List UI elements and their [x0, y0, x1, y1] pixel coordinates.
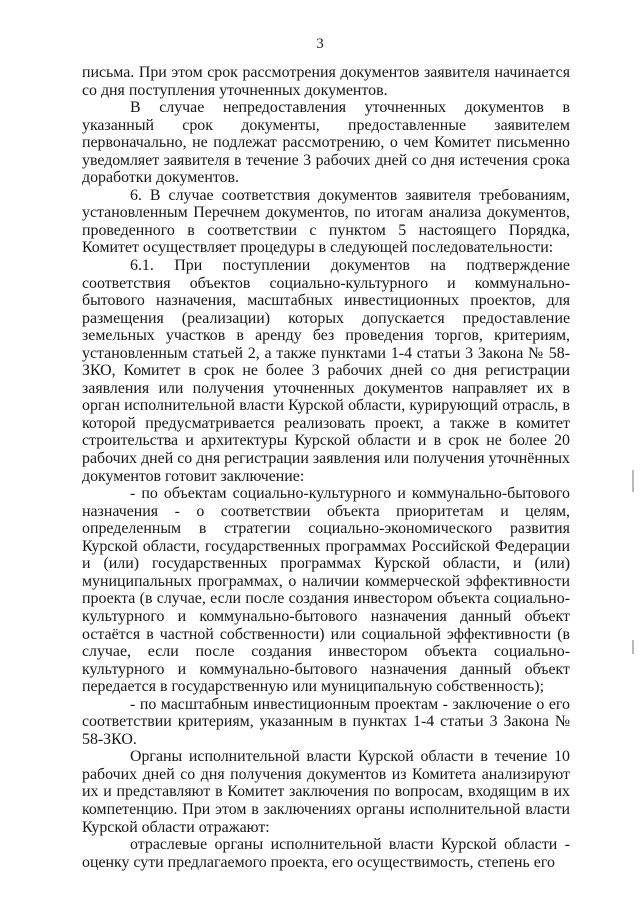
paragraph-social-objects: - по объектам социально-культурного и коммунально-бытового назначения - о соответствии объекта приоритетам и целям, определенным в стратегии социально-экономического развития Курской области, государственных программах Российской Федерации и (или) государственных программах Курской области, и (или) муниципальных программах, о наличии коммерческой эффективности проекта (в случае, если после создания инвестором объекта социально-культурного и коммунально-бытового назначения данный объект остаётся в частной собственности) или социальной эффективности (в случае, если после создания инвестором объекта социально-культурного и коммунально-бытового назначения данный объект передается в государственную или муниципальную собственность); — [82, 485, 570, 696]
page-number: 3 — [316, 36, 324, 52]
paragraph-continuation: письма. При этом срок рассмотрения документов заявителя начинается со дня поступления уточненных документов. — [82, 64, 570, 99]
paragraph-non-submission: В случае непредоставления уточненных документов в указанный срок документы, предоставленные заявителем первоначально, не подлежат рассмотрению, о чем Комитет письменно уведомляет заявителя в течение 3 рабочих дней со дня истечения срока доработки документов. — [82, 99, 570, 187]
paragraph-item-6-1: 6.1. При поступлении документов на подтверждение соответствия объектов социально-культурного и коммунально-бытового назначения, масштабных инвестиционных проектов, для размещения (реализации) которых допускается предоставление земельных участков в аренду без проведения торгов, критериям, установленным статьей 2, а также пунктами 1-4 статьи 3 Закона № 58-ЗКО, Комитет в срок не более 3 рабочих дней со дня регистрации заявления или получения уточненных документов направляет их в орган исполнительной власти Курской области, курирующий отрасль, в которой предусматривается реализовать проект, а также в комитет строительства и архитектуры Курской области и в срок не более 20 рабочих дней со дня регистрации заявления или получения уточнённых документов готовит заключение: — [82, 257, 570, 485]
scan-mark — [632, 470, 634, 492]
paragraph-investment-projects: - по масштабным инвестиционным проектам - заключение о его соответствии критериям, указанным в пунктах 1-4 статьи 3 Закона № 58-ЗКО. — [82, 695, 570, 748]
paragraph-item-6: 6. В случае соответствия документов заявителя требованиям, установленным Перечнем документов, по итогам анализа документов, проведенного в соответствии с пунктом 5 настоящего Порядка, Комитет осуществляет процедуры в следующей последовательности: — [82, 186, 570, 257]
scan-mark — [632, 640, 634, 654]
paragraph-executive-bodies: Органы исполнительной власти Курской области в течение 10 рабочих дней со дня получения документов из Комитета анализируют их и представляют в Комитет заключения по вопросам, входящим в их компетенцию. При этом в заключениях органы исполнительной власти Курской области отражают: — [82, 748, 570, 836]
document-body — [82, 64, 570, 871]
paragraph-sectoral-bodies: отраслевые органы исполнительной власти Курской области - оценку сути предлагаемого проекта, его осуществимость, степень его — [82, 836, 570, 871]
